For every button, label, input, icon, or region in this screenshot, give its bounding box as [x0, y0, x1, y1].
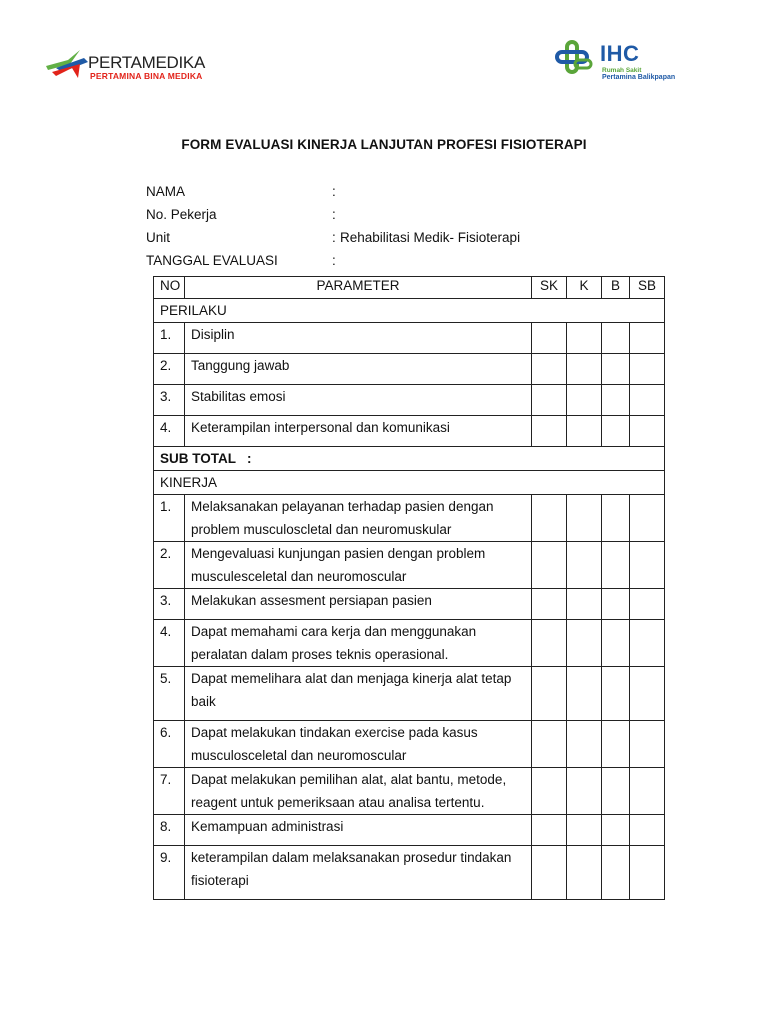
score-cell-k[interactable]	[567, 416, 602, 447]
row-parameter: Melaksanakan pelayanan terhadap pasien dengan problem musculoscletal dan neuromuskular	[185, 495, 532, 542]
subtotal-label: SUB TOTAL :	[154, 447, 665, 471]
row-parameter: Melakukan assesment persiapan pasien	[185, 589, 532, 620]
score-cell-sb[interactable]	[630, 667, 665, 721]
row-parameter: Dapat melakukan tindakan exercise pada kasus musculosceletal dan neuromoscular	[185, 721, 532, 768]
score-cell-sk[interactable]	[532, 416, 567, 447]
info-colon: :	[332, 207, 336, 222]
score-cell-b[interactable]	[602, 542, 630, 589]
info-label: NAMA	[146, 184, 186, 199]
score-cell-b[interactable]	[602, 354, 630, 385]
info-label: TANGGAL EVALUASI	[146, 253, 278, 268]
score-cell-sb[interactable]	[630, 323, 665, 354]
section-title: PERILAKU	[154, 299, 665, 323]
row-parameter: keterampilan dalam melaksanakan prosedur tindakan fisioterapi	[185, 846, 532, 900]
info-label: No. Pekerja	[146, 207, 217, 222]
table-header-row	[154, 277, 665, 299]
row-parameter: Stabilitas emosi	[185, 385, 532, 416]
pertamedika-logo	[42, 44, 212, 88]
row-parameter: Tanggung jawab	[185, 354, 532, 385]
header-k: K	[567, 277, 602, 299]
score-cell-b[interactable]	[602, 620, 630, 667]
score-cell-sb[interactable]	[630, 589, 665, 620]
score-cell-sb[interactable]	[630, 495, 665, 542]
score-cell-b[interactable]	[602, 667, 630, 721]
score-cell-sb[interactable]	[630, 620, 665, 667]
table-row	[154, 721, 665, 768]
row-number: 2.	[154, 354, 185, 385]
evaluation-table	[153, 276, 665, 900]
header-b: B	[602, 277, 630, 299]
pertamedika-subtitle: PERTAMINA BINA MEDIKA	[90, 71, 203, 81]
score-cell-sb[interactable]	[630, 416, 665, 447]
header-no: NO	[154, 277, 185, 299]
score-cell-sb[interactable]	[630, 542, 665, 589]
score-cell-sb[interactable]	[630, 846, 665, 900]
score-cell-sk[interactable]	[532, 768, 567, 815]
score-cell-b[interactable]	[602, 815, 630, 846]
row-number: 6.	[154, 721, 185, 768]
score-cell-k[interactable]	[567, 667, 602, 721]
score-cell-b[interactable]	[602, 385, 630, 416]
info-colon: :	[332, 230, 336, 245]
table-row	[154, 323, 665, 354]
row-parameter: Dapat memahami cara kerja dan menggunakan peralatan dalam proses teknis operasional.	[185, 620, 532, 667]
info-value: Rehabilitasi Medik- Fisioterapi	[340, 230, 521, 245]
score-cell-sk[interactable]	[532, 667, 567, 721]
row-parameter: Kemampuan administrasi	[185, 815, 532, 846]
score-cell-k[interactable]	[567, 815, 602, 846]
score-cell-b[interactable]	[602, 846, 630, 900]
score-cell-k[interactable]	[567, 768, 602, 815]
table-row	[154, 846, 665, 900]
score-cell-sb[interactable]	[630, 768, 665, 815]
section-row-kinerja	[154, 471, 665, 495]
score-cell-sb[interactable]	[630, 815, 665, 846]
row-number: 3.	[154, 589, 185, 620]
info-row-tanggal-evaluasi	[146, 253, 666, 276]
score-cell-sk[interactable]	[532, 589, 567, 620]
score-cell-sk[interactable]	[532, 323, 567, 354]
ihc-name: IHC	[600, 41, 640, 66]
score-cell-sk[interactable]	[532, 620, 567, 667]
row-number: 5.	[154, 667, 185, 721]
row-parameter: Dapat melakukan pemilihan alat, alat bantu, metode, reagent untuk pemeriksaan atau analisa tertentu.	[185, 768, 532, 815]
score-cell-k[interactable]	[567, 385, 602, 416]
row-number: 4.	[154, 620, 185, 667]
row-parameter: Disiplin	[185, 323, 532, 354]
info-row-no-pekerja	[146, 207, 666, 230]
score-cell-sk[interactable]	[532, 354, 567, 385]
score-cell-b[interactable]	[602, 721, 630, 768]
table-row	[154, 815, 665, 846]
score-cell-k[interactable]	[567, 542, 602, 589]
table-row	[154, 385, 665, 416]
row-number: 7.	[154, 768, 185, 815]
ihc-logo	[553, 40, 703, 84]
header-parameter: PARAMETER	[185, 277, 532, 299]
score-cell-sk[interactable]	[532, 385, 567, 416]
score-cell-sk[interactable]	[532, 846, 567, 900]
row-number: 8.	[154, 815, 185, 846]
ihc-subtitle-1: Rumah Sakit	[602, 67, 642, 74]
table-row	[154, 589, 665, 620]
info-row-unit	[146, 230, 666, 253]
row-number: 3.	[154, 385, 185, 416]
score-cell-b[interactable]	[602, 416, 630, 447]
score-cell-sk[interactable]	[532, 721, 567, 768]
score-cell-k[interactable]	[567, 589, 602, 620]
form-title: FORM EVALUASI KINERJA LANJUTAN PROFESI FISIOTERAPI	[181, 137, 587, 152]
score-cell-b[interactable]	[602, 589, 630, 620]
ihc-subtitle-2: Pertamina Balikpapan	[602, 74, 676, 81]
header-sk: SK	[532, 277, 567, 299]
table-row	[154, 620, 665, 667]
row-number: 1.	[154, 323, 185, 354]
score-cell-b[interactable]	[602, 323, 630, 354]
score-cell-k[interactable]	[567, 846, 602, 900]
score-cell-b[interactable]	[602, 495, 630, 542]
score-cell-sb[interactable]	[630, 721, 665, 768]
row-parameter: Mengevaluasi kunjungan pasien dengan problem musculesceletal dan neuromoscular	[185, 542, 532, 589]
row-number: 2.	[154, 542, 185, 589]
row-number: 9.	[154, 846, 185, 900]
pertamedika-name: PERTAMEDIKA	[88, 53, 205, 72]
score-cell-k[interactable]	[567, 354, 602, 385]
table-row	[154, 768, 665, 815]
table-row	[154, 416, 665, 447]
score-cell-sk[interactable]	[532, 815, 567, 846]
score-cell-k[interactable]	[567, 323, 602, 354]
info-row-nama	[146, 184, 666, 207]
header-sb: SB	[630, 277, 665, 299]
score-cell-sk[interactable]	[532, 495, 567, 542]
score-cell-sb[interactable]	[630, 354, 665, 385]
score-cell-sb[interactable]	[630, 385, 665, 416]
score-cell-k[interactable]	[567, 495, 602, 542]
info-block	[146, 184, 666, 276]
score-cell-sk[interactable]	[532, 542, 567, 589]
table-row	[154, 542, 665, 589]
row-number: 1.	[154, 495, 185, 542]
row-parameter: Keterampilan interpersonal dan komunikasi	[185, 416, 532, 447]
info-label: Unit	[146, 230, 171, 245]
info-colon: :	[332, 253, 336, 268]
score-cell-b[interactable]	[602, 768, 630, 815]
pertamedika-emblem-icon	[42, 44, 90, 84]
ihc-emblem-icon	[553, 40, 597, 80]
section-title: KINERJA	[154, 471, 665, 495]
subtotal-row	[154, 447, 665, 471]
score-cell-k[interactable]	[567, 620, 602, 667]
score-cell-k[interactable]	[567, 721, 602, 768]
table-row	[154, 354, 665, 385]
row-number: 4.	[154, 416, 185, 447]
table-row	[154, 495, 665, 542]
row-parameter: Dapat memelihara alat dan menjaga kinerja alat tetap baik	[185, 667, 532, 721]
section-row-perilaku	[154, 299, 665, 323]
info-colon: :	[332, 184, 336, 199]
table-row	[154, 667, 665, 721]
